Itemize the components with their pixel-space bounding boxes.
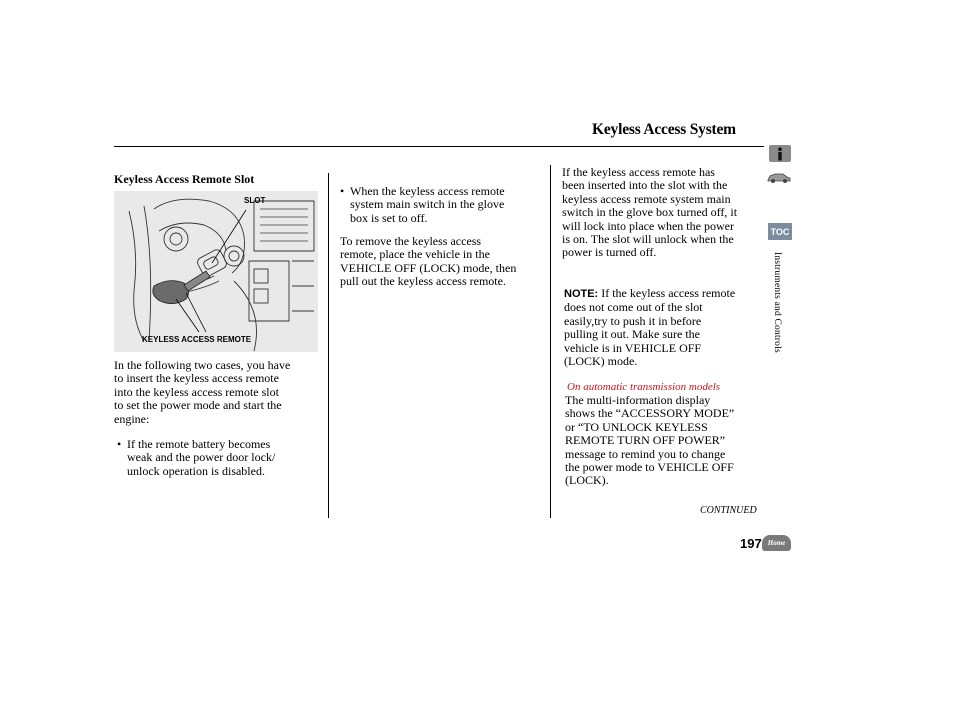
display-paragraph: The multi-information display shows the “ACCESSORY MODE” or “TO UNLOCK KEYLESS REMOTE TURN OFF POWER” message to remind you to change the power mode to VEHICLE OFF (LOCK). — [565, 393, 735, 488]
callout-keyless-remote: KEYLESS ACCESS REMOTE — [142, 335, 252, 344]
dashboard-drawing — [114, 191, 318, 352]
toc-button[interactable]: TOC — [768, 223, 792, 240]
page-title: Keyless Access System — [592, 121, 736, 138]
section-heading: Keyless Access Remote Slot — [114, 172, 255, 186]
column-divider-2 — [550, 165, 551, 518]
info-icon[interactable] — [769, 145, 791, 162]
callout-slot: SLOT — [244, 196, 266, 205]
bullet-item-main-switch: • When the keyless access remote system main switch in the glove box is set to off. — [340, 184, 505, 225]
continued-label: CONTINUED — [700, 505, 757, 516]
section-tab-label: Instruments and Controls — [772, 252, 782, 353]
home-button[interactable]: Home — [762, 535, 791, 551]
remove-paragraph: To remove the keyless access remote, place the vehicle in the VEHICLE OFF (LOCK) mode, then pull out the keyless access remote. — [340, 234, 517, 289]
bullet-dot: • — [117, 437, 122, 451]
intro-paragraph: In the following two cases, you have to insert the keyless access remote into the keyless access remote slot to set the power mode and start the engine: — [114, 358, 291, 426]
slot-illustration — [114, 191, 318, 352]
column-divider-1 — [328, 173, 329, 518]
title-rule — [114, 146, 764, 147]
page-number: 197 — [740, 536, 762, 551]
bullet-item-battery: • If the remote battery becomes weak and the power door lock/ unlock operation is disabled. — [117, 437, 276, 478]
info-glyph — [775, 147, 785, 161]
lock-paragraph: If the keyless access remote has been inserted into the slot with the keyless access remote system main switch in the glove box turned off, it will lock into place when the power is on. The slot will unlock when the power is turned off. — [562, 165, 738, 260]
note-paragraph: NOTE: If the keyless access remote does not come out of the slot easily,try to push it in before pulling it out. Make sure the vehicle is in VEHICLE OFF (LOCK) mode. — [564, 286, 736, 369]
car-glyph — [766, 170, 792, 184]
bullet-dot: • — [340, 184, 345, 198]
note-label: NOTE: — [564, 288, 599, 300]
car-icon[interactable] — [766, 168, 792, 185]
model-condition-label: On automatic transmission models — [567, 381, 721, 393]
